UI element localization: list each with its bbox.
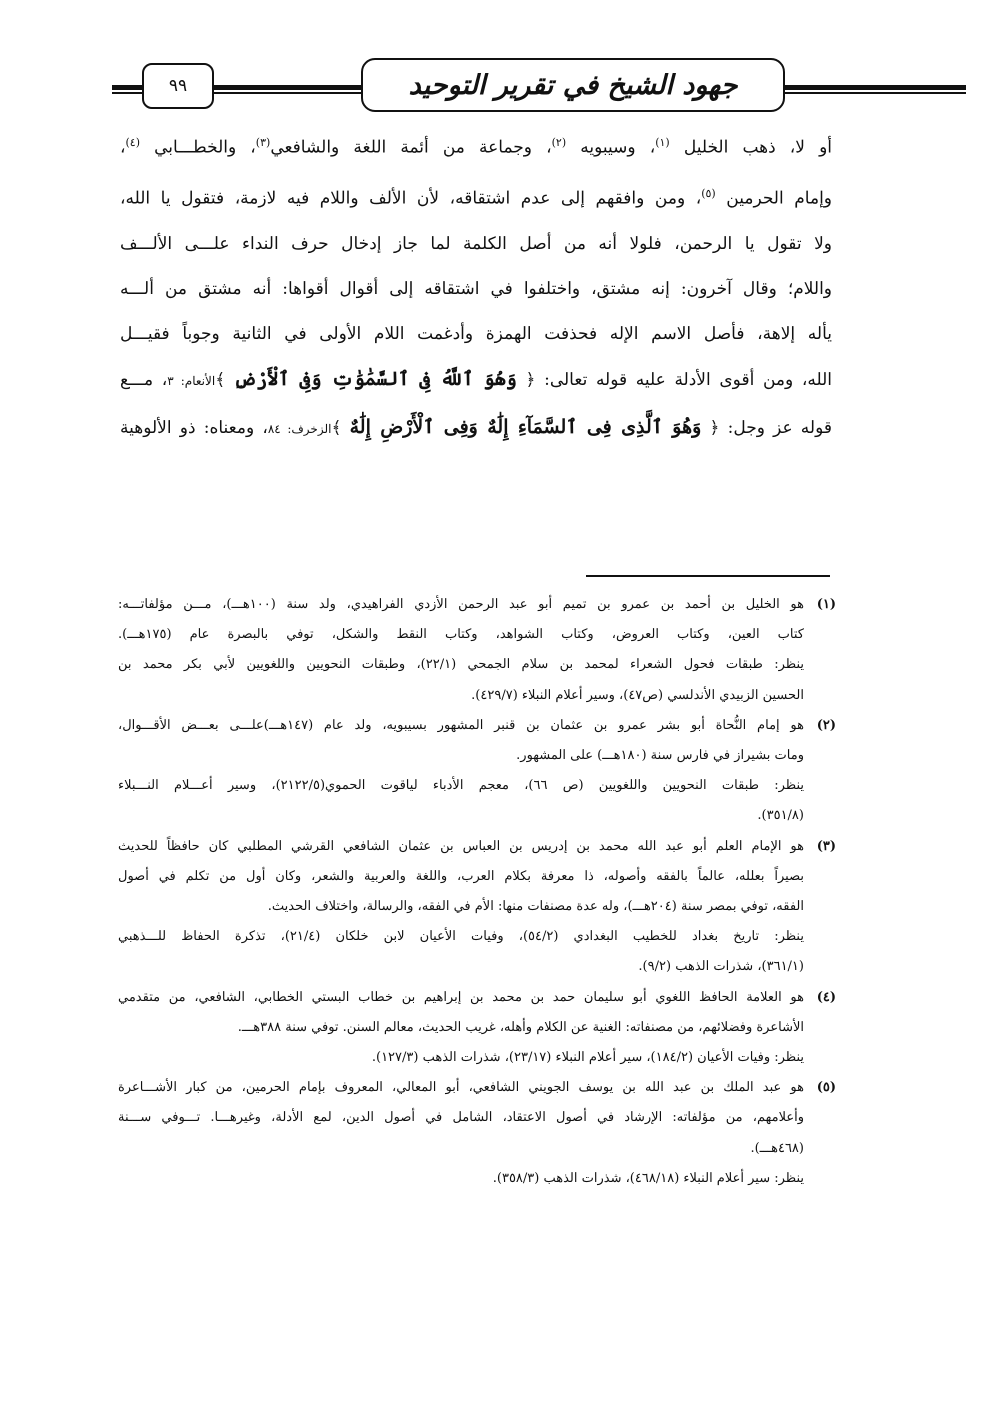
text-segment: ، وسيبويه [566, 137, 656, 158]
footnotes [118, 590, 836, 1194]
footnote-ref-1[interactable]: (١) [655, 136, 670, 149]
footnote-text: هو الإمام العلم أبو عبد الله محمد بن إدريس بن العباس بن عثمان الشافعي القرشي المطلبي كان حافظاً للحديث [118, 838, 804, 854]
quran-verse: وَهُوَ ٱللَّهُ فِى ٱلسَّمَٰوَٰتِ وَفِى ٱلْأَرْضِ [233, 368, 517, 391]
footnote-text: ينظر: سير أعلام النبلاء (٤٦٨/١٨)، شذرات الذهب (٣٥٨/٣). [492, 1170, 804, 1186]
footnote-3-line [118, 922, 836, 952]
footnote-5-line [118, 1164, 836, 1194]
main-text [120, 120, 832, 452]
footnote-5-line [118, 1134, 836, 1164]
footnote-number: (٢) [816, 717, 836, 733]
footnote-ref-2[interactable]: (٢) [551, 136, 567, 149]
footnote-separator [586, 575, 830, 577]
text-segment: ، والخطـــابي [140, 137, 256, 158]
footnote-text: ينظر: طبقات النحويين واللغويين (ص ٦٦)، معجم الأدباء لياقوت الحموي(٢١٢٢/٥)، وسير أعـــلام النـــبلاء [118, 778, 804, 794]
footnote-2-line [118, 741, 836, 771]
footnote-3-line [118, 892, 836, 922]
text-line-5 [120, 312, 832, 357]
text-segment: ﴾ [331, 417, 350, 438]
text-line-2 [120, 171, 832, 222]
text-segment: ، ومن وافقهم إلى عدم اشتقاقه، لأن الألف واللام فيه لازمة، فتقول يا الله، [120, 188, 702, 209]
footnote-1-line [118, 620, 836, 650]
footnote-ref-5[interactable]: (٥) [701, 186, 716, 200]
text-segment: قوله عز وجل: ﴿ [701, 417, 832, 438]
footnote-5-line [118, 1103, 836, 1133]
footnote-number: (١) [816, 597, 836, 612]
footnote-text: هو إمام النُّحاة أبو بشر عمرو بن عثمان بن قنبر المشهور بسيبويه، ولد عام (١٤٧هـــ)علـــى بعـــض الأقـــوال، [118, 717, 804, 733]
verse-reference: الزخرف: ٨٤ [267, 421, 332, 436]
footnote-text: الأشاعرة وفضلائهم، من مصنفاته: الغنية عن الكلام وأهله، غريب الحديث، معالم السنن. توفي سنة ٣٨٨هـــ. [237, 1019, 804, 1035]
text-segment: ، وجماعة من أئمة اللغة والشافعي [270, 137, 552, 158]
text-segment: الله، ومن أقوى الأدلة عليه قوله تعالى: ﴿ [516, 370, 832, 391]
footnote-text: ومات بشيراز في فارس سنة (١٨٠هـــ) على المشهور. [516, 748, 804, 764]
footnote-text: هو العلامة الحافظ اللغوي أبو سليمان حمد بن محمد بن إبراهيم بن خطاب البستي الخطابي، الشافعي، من متقدمي [118, 989, 804, 1005]
footnote-4-line [118, 983, 836, 1013]
text-line-3 [120, 222, 832, 267]
text-segment: ، مـــع [120, 370, 168, 391]
footnote-3-line [118, 862, 836, 892]
footnote-2-line [118, 711, 836, 741]
page-number-text: ٩٩ [168, 76, 188, 96]
text-line-7 [120, 405, 832, 452]
text-segment: يأله إلاهة، فأصل الاسم الإله فحذفت الهمزة وأدغمت اللام الأولى في الثانية وجوباً فقيـــل [120, 324, 832, 345]
text-segment: أو لا، ذهب الخليل [669, 137, 832, 158]
footnote-text: بصيراً بعلله، عالماً بالفقه وأصوله، ذا معرفة بكلام العرب، واللغة والعربية والشعر، وكان أول من تكلم في أصول [118, 868, 804, 884]
text-line-6 [120, 357, 832, 404]
text-segment: ، [120, 137, 126, 158]
running-title-text: جهود الشيخ في تقرير التوحيد [408, 69, 738, 101]
footnote-1-line [118, 650, 836, 680]
footnote-text: ينظر: وفيات الأعيان (١٨٤/٢)، سير أعلام النبلاء (٢٣/١٧)، شذرات الذهب (١٢٧/٣). [371, 1050, 804, 1066]
footnote-number: (٤) [816, 989, 836, 1005]
verse-reference: الأنعام: ٣ [167, 374, 216, 389]
footnote-ref-4[interactable]: (٤) [125, 136, 141, 149]
footnote-text: الفقه، توفي بمصر سنة (٢٠٤هـــ)، وله عدة مصنفات منها: الأم في الفقه، والرسالة، واختلاف الحديث. [267, 899, 804, 915]
footnote-text: (٤٦٨هـــ). [750, 1140, 804, 1156]
footnote-2-line [118, 771, 836, 801]
footnote-text: الحسين الزبيدي الأندلسي (ص٤٧)، وسير أعلام النبلاء (٤٢٩/٧). [471, 687, 804, 703]
footnote-3-line [118, 832, 836, 862]
footnote-text: (٣٥١/٨). [757, 808, 804, 824]
text-line-1 [120, 120, 832, 171]
footnote-text: كتاب العين، وكتاب العروض، وكتاب الشواهد، وكتاب النقط والشكل، توفي بالبصرة عام (١٧٥هـــ). [118, 627, 804, 643]
page-number [142, 63, 214, 109]
footnote-text: (٣٦١/١)، شذرات الذهب (٩/٢). [638, 959, 804, 975]
footnote-number: (٥) [816, 1080, 836, 1096]
footnote-text: وأعلامهم، من مؤلفاته: الإرشاد في أصول الاعتقاد، الشامل في أصول الدين، لمع الأدلة، وغيرهـــا. تـــوفي ســـنة [118, 1110, 804, 1126]
footnote-text: هو الخليل بن أحمد بن عمرو بن تميم أبو عبد الرحمن الأزدي الفراهيدي، ولد سنة (١٠٠هـــ)، مـــن مؤلفاتـــه: [118, 597, 805, 612]
footnote-text: ينظر: تاريخ بغداد للخطيب البغدادي (٥٤/٢)، وفيات الأعيان لابن خلكان (٢١/٤)، تذكرة الحفاظ للـــذهبي [118, 929, 804, 945]
footnote-1-line [118, 681, 836, 711]
text-segment: واللام؛ وقال آخرون: إنه مشتق، واختلفوا في اشتقاقه إلى أقوال أقواها: أنه مشتق من ألـــه [120, 278, 832, 299]
running-title [361, 58, 785, 112]
footnote-number: (٣) [816, 838, 836, 854]
footnote-ref-3[interactable]: (٣) [255, 136, 271, 149]
footnote-4-line [118, 1013, 836, 1043]
footnote-1-line [118, 590, 836, 620]
footnote-4-line [118, 1043, 836, 1073]
text-line-4 [120, 267, 832, 312]
footnote-2-line [118, 801, 836, 831]
quran-verse: وَهُوَ ٱلَّذِى فِى ٱلسَّمَآءِ إِلَٰهٌ وَفِى ٱلْأَرْضِ إِلَٰهٌ [349, 415, 702, 438]
footnote-text: هو عبد الملك بن عبد الله بن يوسف الجويني الشافعي، أبو المعالي، المعروف بإمام الحرمين، من كبار الأشـــاعرة [118, 1080, 804, 1096]
text-segment: ﴾ [215, 370, 234, 391]
footnote-3-line [118, 952, 836, 982]
text-segment: ولا تقول يا الرحمن، فلولا أنه من أصل الكلمة لما جاز إدخال حرف النداء علـــى الألـــف [120, 233, 832, 254]
footnote-5-line [118, 1073, 836, 1103]
text-segment: وإمام الحرمين [715, 188, 832, 209]
text-segment: ، ومعناه: ذو الألوهية [120, 417, 268, 438]
footnote-text: ينظر: طبقات فحول الشعراء لمحمد بن سلام الجمحي (٢٢/١)، وطبقات النحويين واللغويين لأبي بكر محمد بن [118, 657, 804, 673]
